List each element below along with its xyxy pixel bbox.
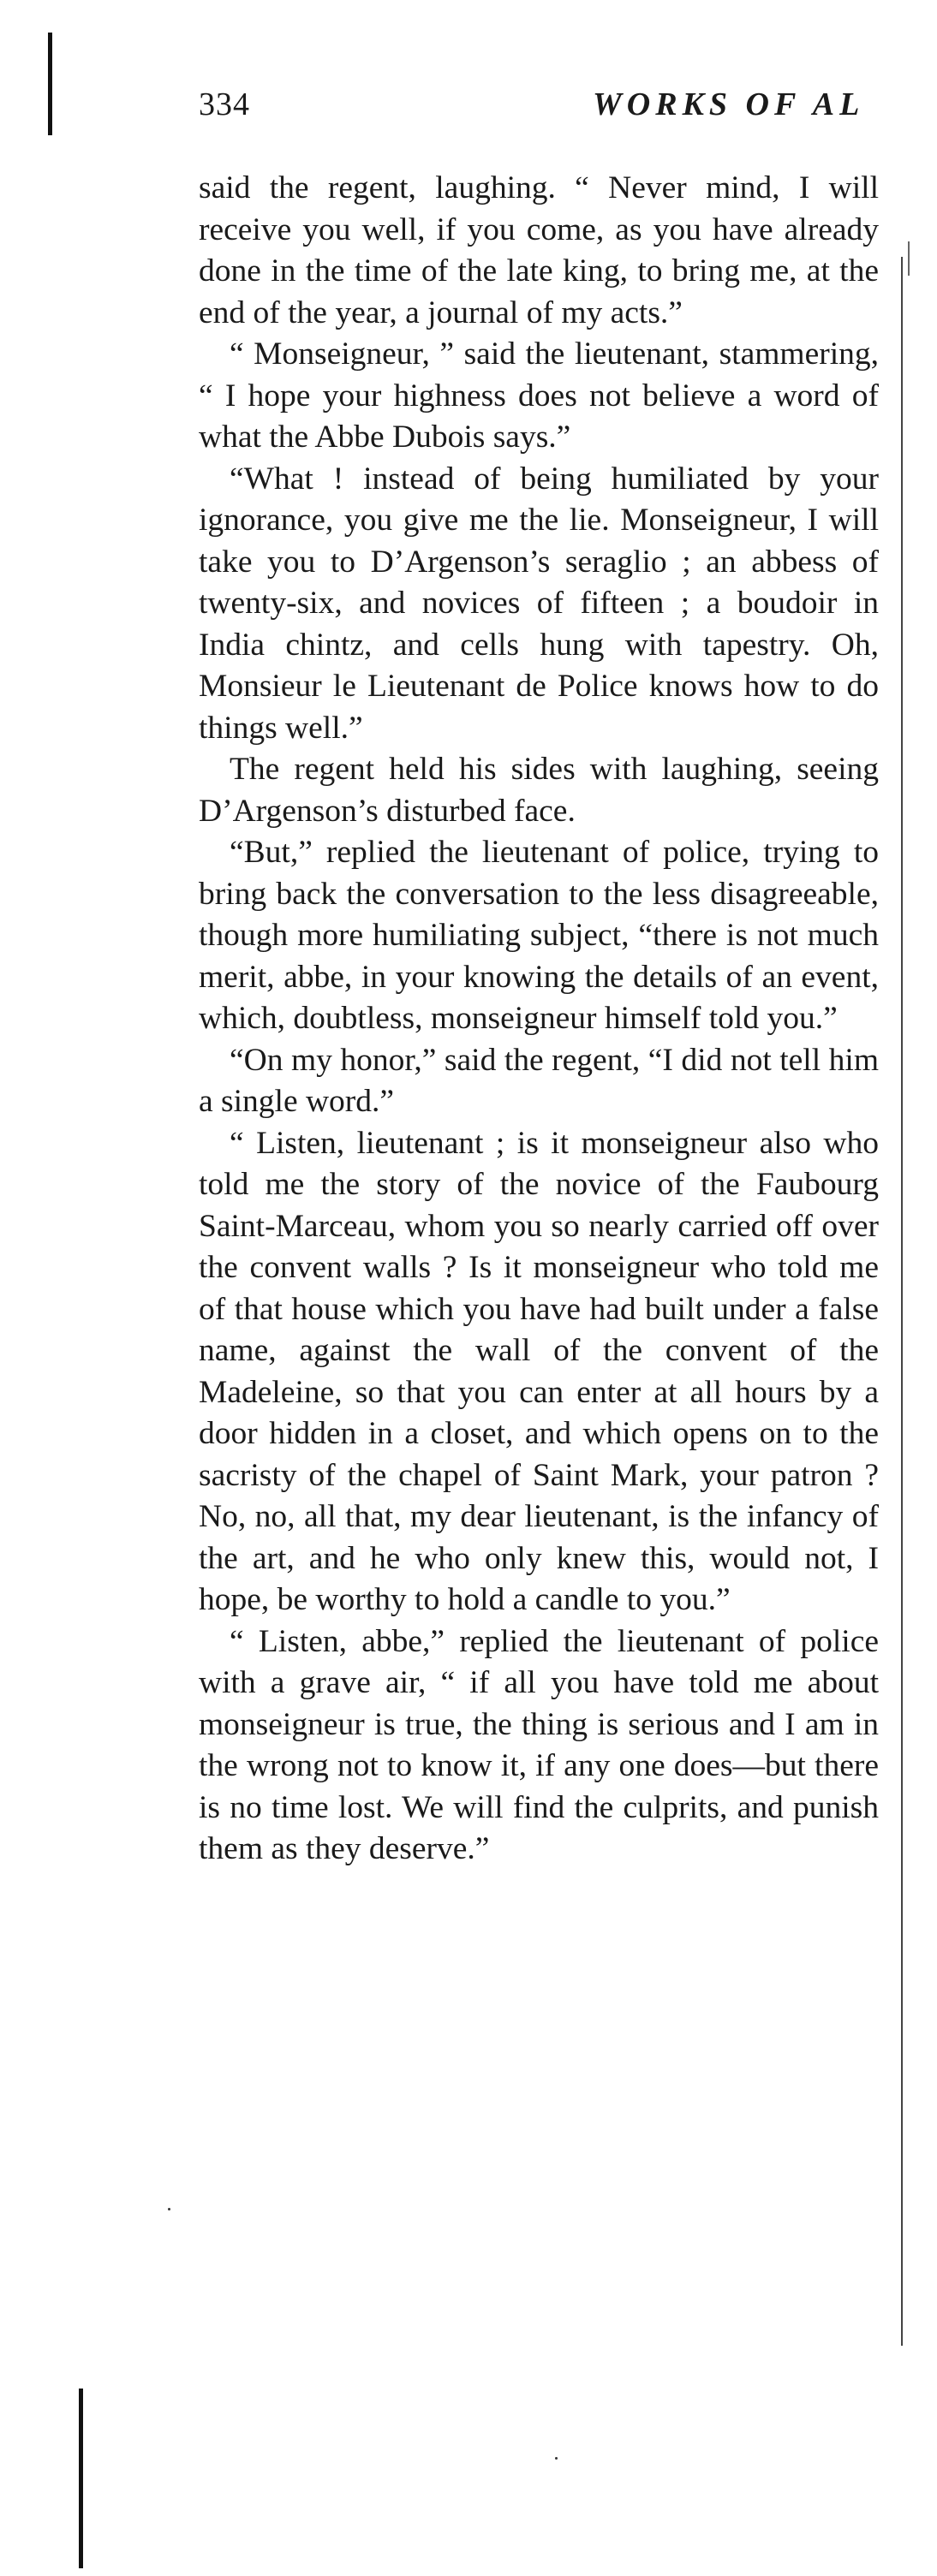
paragraph-6: “On my honor,” said the regent, “I did not tell him a single word.” <box>199 1042 879 1119</box>
paragraph-5: “But,” replied the lieutenant of police, trying to bring back the conversation to the less disagreeable, though more humiliating subject, “there is not much merit, abbe, in your knowing the details of an event, which, doubtless, monseigneur himself told you.” <box>199 835 879 1036</box>
page-number: 334 <box>199 86 250 122</box>
paragraph-4: The regent held his sides with laughing, seeing D’Argenson’s disturbed face. <box>199 752 879 829</box>
left-margin-rule-top <box>48 33 52 135</box>
right-margin-mark <box>908 241 910 276</box>
right-margin-rule <box>901 257 903 2346</box>
print-speck <box>168 2208 170 2210</box>
running-title: WORKS OF AL <box>593 86 865 122</box>
paragraph-7: “ Listen, lieutenant ; is it monseigneur also who told me the story of the novice of the Faubourg Saint-Marceau, whom you so nearly carried off over the convent walls ? Is it monseigneur who told me of that house which you have had built under a false name, against the wall of the convent of the Madeleine, so that you can enter at all hours by a door hidden in a closet, and which opens on to the sacristy of the chapel of Saint Mark, your patron ? No, no, all that, my dear lieutenant, is the infancy of the art, and he who only knew this, would not, I hope, be worthy to hold a candle to you.” <box>199 1125 879 1617</box>
print-speck <box>555 2457 558 2460</box>
paragraph-2: “ Monseigneur, ” said the lieutenant, stammering, “ I hope your highness does not believe a word of what the Abbe Dubois says.” <box>199 336 879 455</box>
paragraph-1: said the regent, laughing. “ Never mind, I will receive you well, if you come, as you have already done in the time of the late king, to bring me, at the end of the year, a journal of my acts.” <box>199 170 879 330</box>
left-margin-rule-bottom <box>79 2389 83 2568</box>
paragraph-3: “What ! instead of being humiliated by your ignorance, you give me the lie. Monseigneur, I will take you to D’Argenson’s seraglio ; an abbess of twenty-six, and novices of fifteen ; a boudoir in India chintz, and cells hung with tapestry. Oh, Monsieur le Lieutenant de Police knows how to do things well.” <box>199 461 879 746</box>
page-header <box>199 86 937 137</box>
paragraph-8: “ Listen, abbe,” replied the lieutenant of police with a grave air, “ if all you have told me about monseigneur is true, the thing is serious and I am in the wrong not to know it, if any one does—but there is no time lost. We will find the culprits, and punish them as they deserve.” <box>199 1623 879 1866</box>
body-text <box>199 168 879 1871</box>
